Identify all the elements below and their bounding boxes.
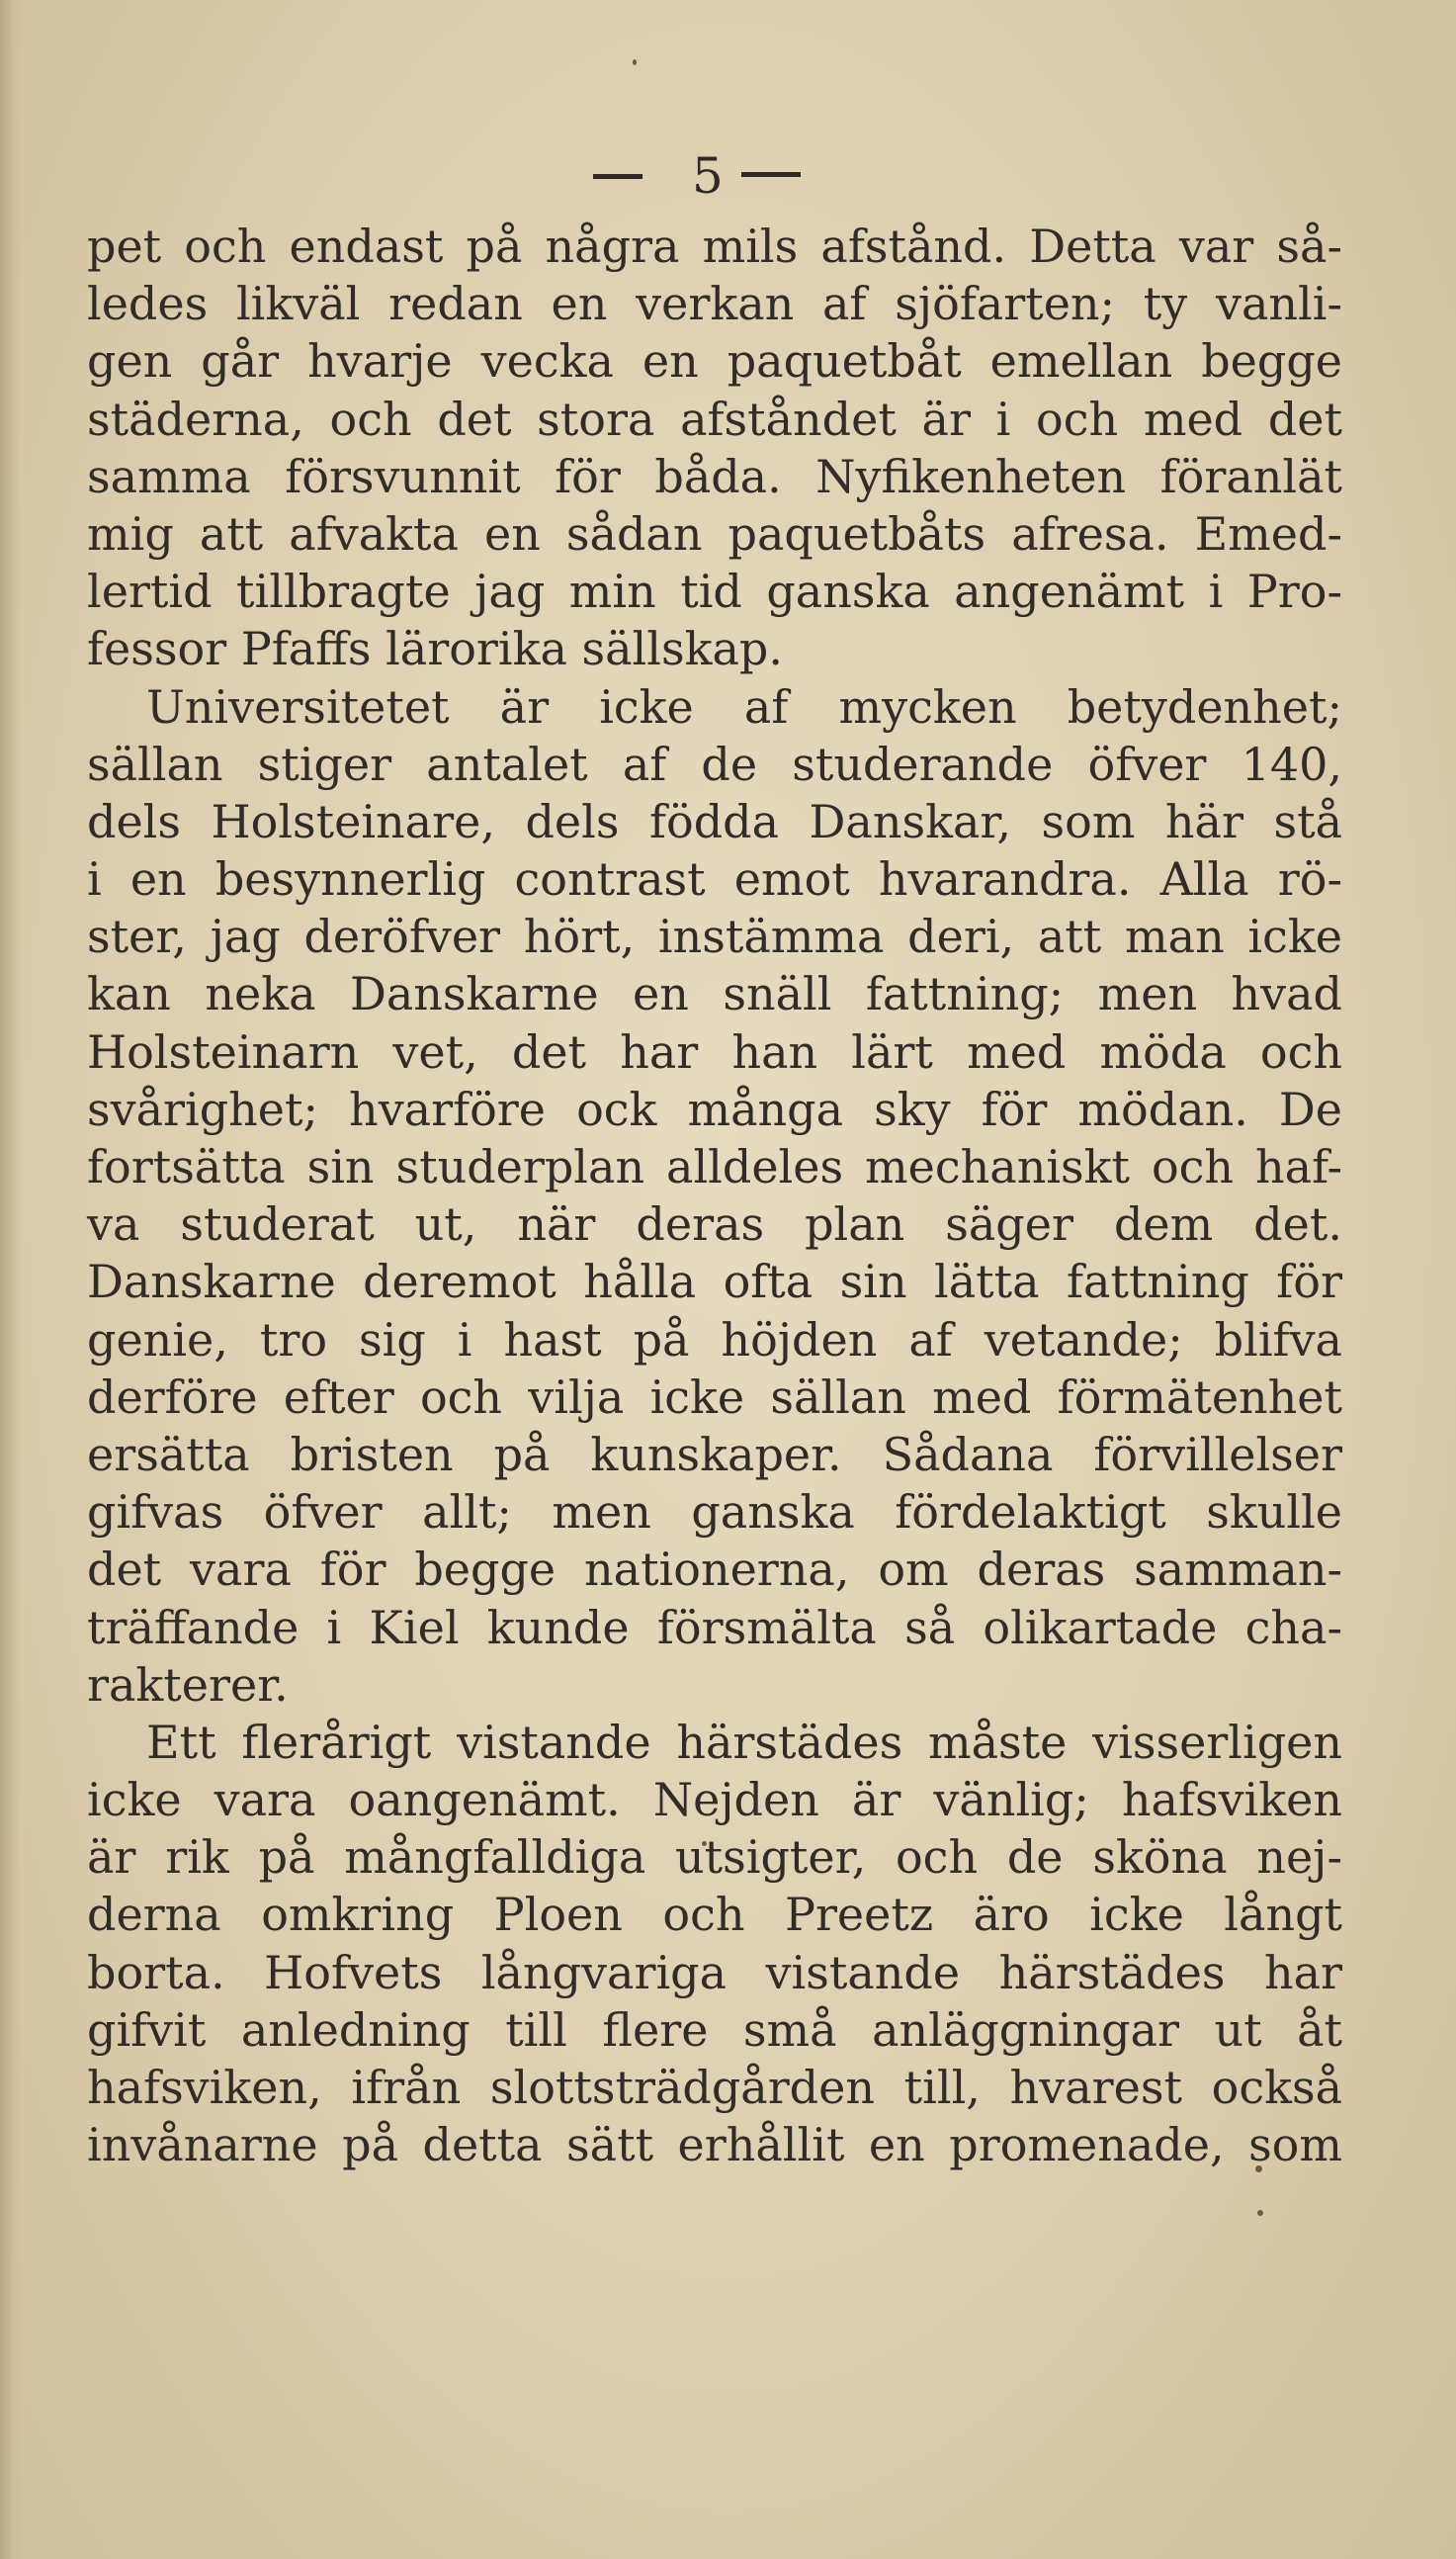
text-line: fessor Pfaffs lärorika sällskap. bbox=[87, 622, 783, 676]
text-line: genie, tro sig i hast på höjden af vetande; blifva bbox=[87, 1312, 1342, 1367]
text-line: Universitetet är icke af mycken betydenhet; bbox=[146, 679, 1342, 734]
text-line: dels Holsteinare, dels födda Danskar, som här stå bbox=[87, 794, 1342, 848]
page-spine-shadow bbox=[0, 0, 22, 2559]
text-line: svårighet; hvarföre ock många sky för mödan. De bbox=[87, 1082, 1342, 1136]
text-line: Ett flerårigt vistande härstädes måste visserligen bbox=[146, 1715, 1342, 1769]
text-line: invånarne på detta sätt erhållit en promenade, som bbox=[87, 2118, 1342, 2172]
text-line: ster, jag deröfver hört, instämma deri, att man icke bbox=[87, 910, 1342, 964]
text-line: städerna, och det stora afståndet är i och med det bbox=[87, 392, 1342, 446]
paper-speck bbox=[633, 59, 637, 65]
text-line: sällan stiger antalet af de studerande öfver 140, bbox=[87, 737, 1342, 791]
text-line: icke vara oangenämt. Nejden är vänlig; hafsviken bbox=[87, 1773, 1342, 1827]
text-line: det vara för begge nationerna, om deras samman- bbox=[87, 1543, 1342, 1597]
text-line: samma försvunnit för båda. Nyfikenheten föranlät bbox=[87, 449, 1342, 503]
text-line: rakterer. bbox=[87, 1657, 289, 1712]
text-line: lertid tillbragte jag min tid ganska angenämt i Pro- bbox=[87, 565, 1342, 619]
text-line: ersätta bristen på kunskaper. Sådana förvillelser bbox=[87, 1427, 1342, 1481]
text-line: derna omkring Ploen och Preetz äro icke långt bbox=[87, 1888, 1342, 1942]
text-line: mig att afvakta en sådan paquetbåts afresa. Emed- bbox=[87, 506, 1342, 561]
text-line: va studerat ut, när deras plan säger dem det. bbox=[87, 1197, 1342, 1252]
text-line: borta. Hofvets långvariga vistande härstädes har bbox=[87, 1945, 1342, 1999]
text-line: pet och endast på några mils afstånd. Detta var så- bbox=[87, 220, 1342, 273]
text-line: Danskarne deremot hålla ofta sin lätta fattning för bbox=[87, 1255, 1342, 1309]
body-text bbox=[87, 218, 1342, 2173]
text-line: gen går hvarje vecka en paquetbåt emellan begge bbox=[87, 334, 1342, 389]
text-line: gifvit anledning till flere små anläggningar ut åt bbox=[87, 2002, 1342, 2057]
header-dash-right bbox=[741, 172, 801, 177]
text-line: derföre efter och vilja icke sällan med förmätenhet bbox=[87, 1369, 1342, 1424]
text-line: fortsätta sin studerplan alldeles mechaniskt och haf- bbox=[87, 1140, 1342, 1193]
text-line: i en besynnerlig contrast emot hvarandra. Alla rö- bbox=[87, 852, 1342, 907]
text-line: ledes likväl redan en verkan af sjöfarten; ty vanli- bbox=[87, 277, 1342, 331]
text-line: hafsviken, ifrån slottsträdgården till, hvarest också bbox=[87, 2061, 1342, 2114]
text-line: gifvas öfver allt; men ganska fördelaktigt skulle bbox=[87, 1485, 1342, 1540]
text-line: är rik på mångfalldiga utsigter, och de sköna nej- bbox=[87, 1830, 1342, 1885]
paper-speck bbox=[1257, 2210, 1263, 2216]
page-number: 5 bbox=[692, 147, 724, 205]
text-line: träffande i Kiel kunde försmälta så olikartade cha- bbox=[87, 1600, 1342, 1654]
text-line: Holsteinarn vet, det har han lärt med möda och bbox=[87, 1024, 1342, 1079]
page-header bbox=[554, 146, 850, 206]
text-line: kan neka Danskarne en snäll fattning; men hvad bbox=[87, 967, 1342, 1021]
header-dash-left bbox=[593, 174, 642, 179]
